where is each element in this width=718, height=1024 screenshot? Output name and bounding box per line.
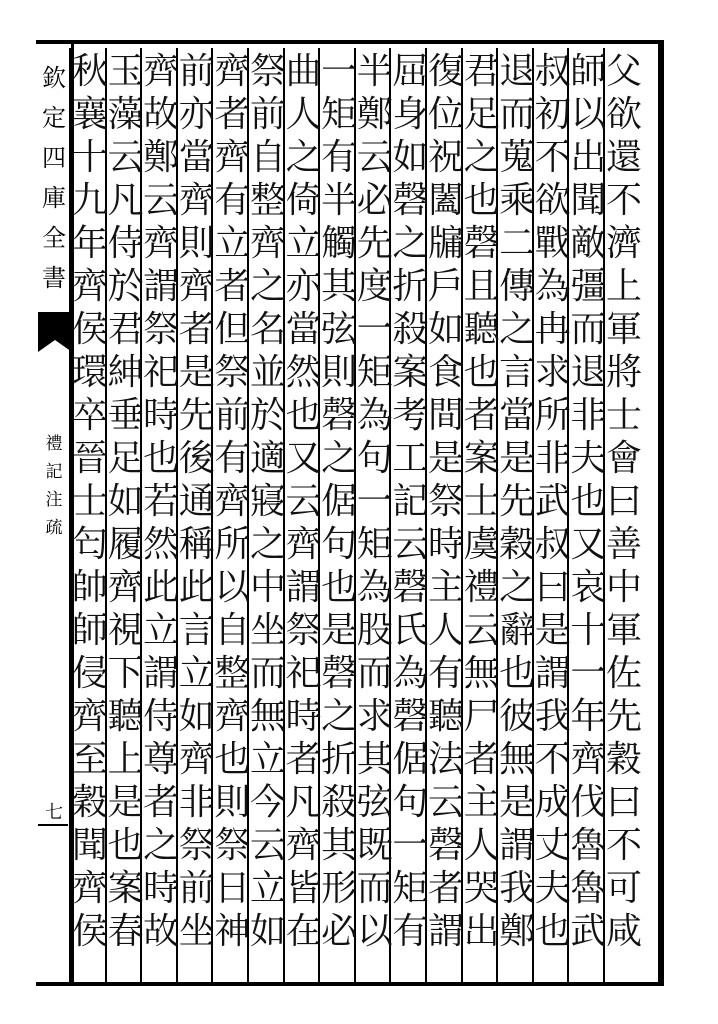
text-column: 曲 人 之 倚 立 亦 當 然 也 又 云 齊 謂 祭 祀 時 者 凡 齊 皆 在 (285, 51, 322, 952)
text-column: 祭 前 自 整 齊 之 名 並 於 適 寢 之 中 坐 而 無 立 今 云 立 如 (249, 51, 286, 952)
text-column: 秋 襄 十 九 年 齊 侯 環 卒 晉 士 匄 帥 師 侵 齊 至 穀 聞 齊 侯 (71, 51, 108, 952)
margin-book-title: 欽 定 四 庫 全 書 (42, 64, 66, 292)
text-column: 師 以 出 聞 敵 彊 而 退 非 夫 也 又 哀 十 一 年 齊 伐 魯 魯 武 (570, 51, 607, 952)
text-column: 復 位 祝 闔 牖 戶 如 食 間 是 祭 時 主 人 有 聽 法 云 磬 者 謂 (427, 51, 464, 952)
margin-chapter-title: 禮 記 注 疏 (45, 434, 63, 538)
text-column: 玉 藻 云 凡 侍 於 君 紳 垂 足 如 履 齊 視 下 聽 上 是 也 案 春 (107, 51, 144, 952)
text-column: 前 亦 當 齊 則 齊 者 是 先 後 通 稱 此 言 立 如 齊 非 祭 前 坐 (178, 51, 215, 952)
text-column: 半 鄭 云 必 先 度 一 矩 為 句 一 矩 為 股 而 求 其 弦 既 而 以 (356, 51, 393, 952)
text-column: 齊 者 齊 有 立 者 但 祭 前 有 齊 所 以 自 整 齊 也 則 祭 日 神 (214, 51, 251, 952)
text-column: 叔 初 不 欲 戰 為 冉 求 所 非 武 叔 曰 是 謂 我 不 成 丈 夫 也 (534, 51, 571, 952)
text-column: 君 足 之 也 磬 且 聽 也 者 案 士 虞 禮 云 無 尸 者 主 人 哭 出 (463, 51, 500, 952)
text-column: 屈 身 如 磬 之 折 殺 案 考 工 記 云 磬 氏 為 磬 倨 句 一 矩 有 (392, 51, 429, 952)
text-column: 退 而 蒐 乘 二 傳 之 言 當 是 先 穀 之 辭 也 彼 無 是 謂 我 鄭 (499, 51, 536, 952)
text-column: 一 矩 有 半 觸 其 弦 則 磬 之 倨 句 也 是 磬 之 折 殺 其 形 必 (321, 51, 358, 952)
column-rule (69, 48, 71, 982)
text-column: 父 欲 還 不 濟 上 軍 將 士 會 曰 善 中 軍 佐 先 穀 曰 不 可 咸 (605, 51, 642, 952)
margin-page-number: 七 (45, 802, 63, 823)
text-column: 齊 故 鄭 云 齊 謂 祭 祀 時 也 若 然 此 立 謂 侍 尊 者 之 時 故 (143, 51, 180, 952)
